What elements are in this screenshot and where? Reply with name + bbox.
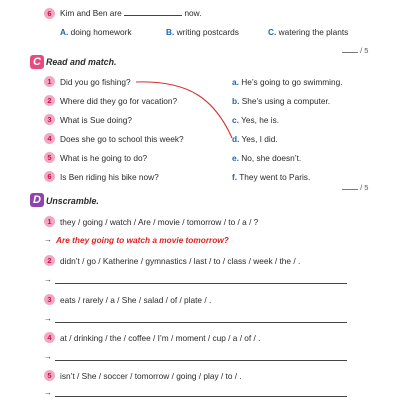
arrow-icon: → (44, 314, 52, 323)
match-answer[interactable]: e. No, she doesn’t. (232, 153, 302, 163)
question-6-before: Kim and Ben are (60, 8, 122, 18)
question-number: 3 (44, 114, 55, 125)
arrow-icon: → (44, 235, 52, 244)
scrambled-words: isn’t / She / soccer / tomorrow / going / play / to / . (60, 371, 242, 381)
option-c[interactable]: C. watering the plants (268, 27, 349, 37)
question-number: 2 (44, 255, 55, 266)
scrambled-words: eats / rarely / a / She / salad / of / plate / . (60, 295, 212, 305)
unscramble-answer: Are they going to watch a movie tomorrow? (56, 235, 229, 245)
option-b[interactable]: B. writing postcards (166, 27, 239, 37)
question-number: 5 (44, 152, 55, 163)
arrow-icon: → (44, 352, 52, 361)
section-d-letter: D (30, 193, 44, 207)
question-number: 5 (44, 370, 55, 381)
question-number: 4 (44, 133, 55, 144)
arrow-icon: → (44, 275, 52, 284)
match-question: Does she go to school this week? (60, 134, 184, 144)
question-number: 2 (44, 95, 55, 106)
answer-line[interactable] (55, 322, 347, 323)
scrambled-words: they / going / watch / Are / movie / tomorrow / to / a / ? (60, 217, 259, 227)
match-answer[interactable]: f. They went to Paris. (232, 172, 311, 182)
question-6-after: now. (184, 8, 202, 18)
answer-line[interactable] (55, 396, 347, 397)
match-question: Is Ben riding his bike now? (60, 172, 159, 182)
section-d-score: / 5 (342, 183, 368, 192)
question-number: 1 (44, 76, 55, 87)
match-answer[interactable]: a. He’s going to go swimming. (232, 77, 343, 87)
section-c-title: Read and match. (46, 57, 117, 67)
match-question: What is he going to do? (60, 153, 148, 163)
arrow-icon: → (44, 388, 52, 397)
answer-line[interactable] (55, 283, 347, 284)
scrambled-words: at / drinking / the / coffee / I’m / moment / cup / a / of / . (60, 333, 261, 343)
match-answer[interactable]: c. Yes, he is. (232, 115, 280, 125)
question-number: 4 (44, 332, 55, 343)
match-question: Where did they go for vacation? (60, 96, 178, 106)
section-d-title: Unscramble. (46, 196, 99, 206)
question-number: 3 (44, 294, 55, 305)
section-c-letter: C (30, 55, 44, 69)
match-answer[interactable]: d. Yes, I did. (232, 134, 278, 144)
scrambled-words: didn’t / go / Katherine / gymnastics / last / to / class / week / the / . (60, 256, 301, 266)
match-answer[interactable]: b. She’s using a computer. (232, 96, 331, 106)
option-a[interactable]: A. doing homework (60, 27, 132, 37)
question-number: 1 (44, 216, 55, 227)
answer-line[interactable] (55, 360, 347, 361)
match-question: What is Sue doing? (60, 115, 132, 125)
match-line (136, 82, 232, 138)
section-c-score: / 5 (342, 46, 368, 55)
question-number: 6 (44, 171, 55, 182)
match-question: Did you go fishing? (60, 77, 131, 87)
question-number: 6 (44, 8, 55, 19)
